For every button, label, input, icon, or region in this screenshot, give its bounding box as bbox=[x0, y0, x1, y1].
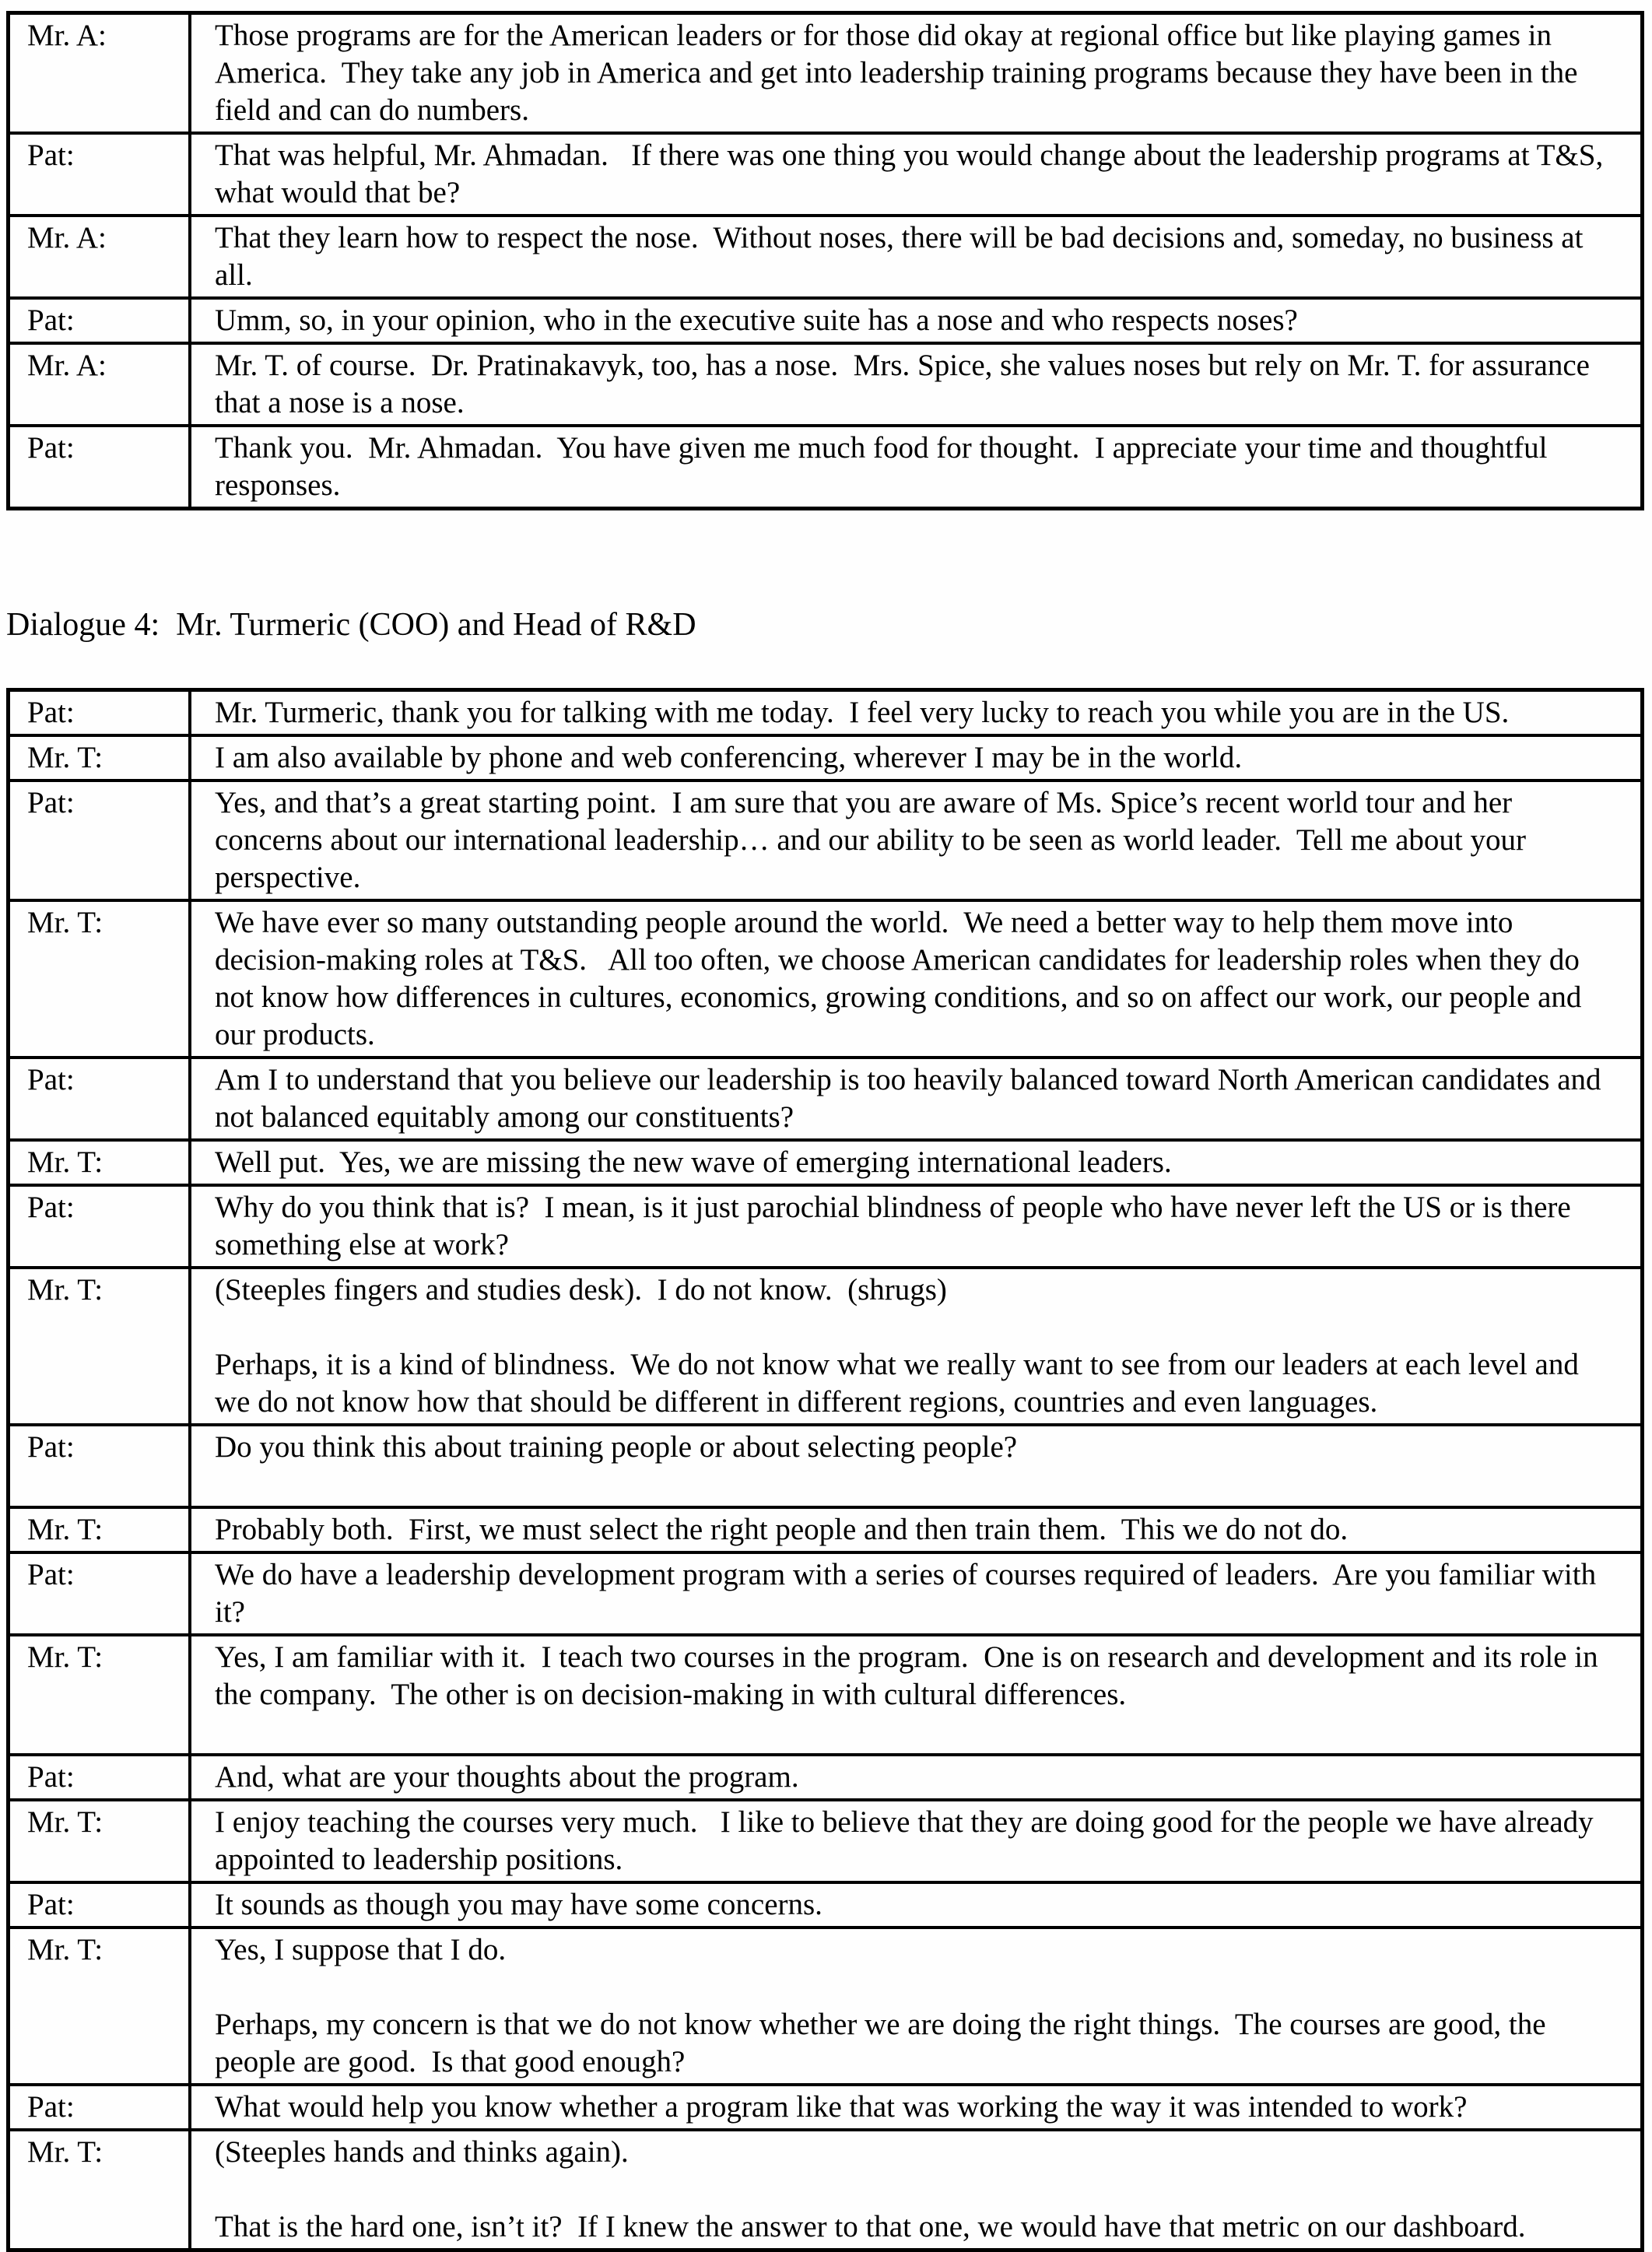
speaker-cell: Mr. T: bbox=[10, 1142, 191, 1184]
speaker-cell: Mr. T: bbox=[10, 1801, 191, 1881]
dialogue-cell bbox=[191, 345, 1640, 424]
dialogue-paragraph: It sounds as though you may have some concerns. bbox=[215, 1888, 822, 1921]
table-row bbox=[10, 1142, 1640, 1187]
dialogue-paragraph: Mr. Turmeric, thank you for talking with me today. I feel very lucky to reach you while you are in the US. bbox=[215, 696, 1510, 729]
table-row bbox=[10, 1509, 1640, 1554]
dialogue-paragraph: Mr. T. of course. Dr. Pratinakavyk, too, has a nose. Mrs. Spice, she values noses but rely on Mr. T. for assurance that a nose is a nose. bbox=[215, 349, 1598, 419]
dialogue-paragraph: Yes, I suppose that I do. bbox=[215, 1933, 507, 1966]
dialogue-cell bbox=[191, 1884, 1640, 1926]
dialogue-cell bbox=[191, 427, 1640, 507]
table-row bbox=[10, 2086, 1640, 2131]
speaker-cell: Pat: bbox=[10, 1187, 191, 1266]
table-row bbox=[10, 427, 1640, 507]
dialogue-cell bbox=[191, 1801, 1640, 1881]
speaker-cell: Mr. T: bbox=[10, 1509, 191, 1551]
dialogue-cell bbox=[191, 1269, 1640, 1423]
speaker-cell: Pat: bbox=[10, 1059, 191, 1138]
speaker-cell: Mr. A: bbox=[10, 345, 191, 424]
dialogue-paragraph bbox=[215, 1309, 1622, 1346]
dialogue-paragraph: Thank you. Mr. Ahmadan. You have given me much food for thought. I appreciate your time and thoughtful responses. bbox=[215, 431, 1556, 502]
table-row bbox=[10, 15, 1640, 135]
dialogue-cell bbox=[191, 217, 1640, 296]
table-row bbox=[10, 1801, 1640, 1884]
dialogue-cell bbox=[191, 15, 1640, 132]
table-row bbox=[10, 1636, 1640, 1756]
speaker-cell: Pat: bbox=[10, 427, 191, 507]
table-row bbox=[10, 345, 1640, 427]
speaker-cell: Pat: bbox=[10, 1756, 191, 1798]
dialogue-cell bbox=[191, 1509, 1640, 1551]
dialogue-paragraph: (Steeples hands and thinks again). bbox=[215, 2135, 629, 2169]
speaker-cell: Mr. A: bbox=[10, 217, 191, 296]
dialogue-paragraph: Am I to understand that you believe our leadership is too heavily balanced toward North American candidates and not balanced equitably among our constituents? bbox=[215, 1063, 1609, 1134]
speaker-cell: Pat: bbox=[10, 2086, 191, 2128]
dialogue-cell bbox=[191, 1756, 1640, 1798]
dialogue-cell bbox=[191, 300, 1640, 342]
speaker-cell: Mr. T: bbox=[10, 737, 191, 779]
dialogue-paragraph: Do you think this about training people or about selecting people? bbox=[215, 1430, 1018, 1464]
dialogue-paragraph: Probably both. First, we must select the right people and then train them. This we do not do. bbox=[215, 1513, 1349, 1546]
dialogue-paragraph: Why do you think that is? I mean, is it just parochial blindness of people who have never left the US or is there something else at work? bbox=[215, 1191, 1579, 1261]
dialogue-paragraph: And, what are your thoughts about the program. bbox=[215, 1760, 799, 1794]
dialogue-cell bbox=[191, 1636, 1640, 1753]
speaker-cell: Mr. A: bbox=[10, 15, 191, 132]
table-row bbox=[10, 1929, 1640, 2086]
dialogue-paragraph bbox=[215, 1466, 1622, 1503]
table-row bbox=[10, 902, 1640, 1059]
dialogue-cell bbox=[191, 135, 1640, 214]
dialogue-cell bbox=[191, 1187, 1640, 1266]
dialogue-paragraph: That they learn how to respect the nose. Without noses, there will be bad decisions and, someday, no business at all. bbox=[215, 221, 1591, 292]
dialogue-cell bbox=[191, 782, 1640, 899]
dialogue-paragraph: That was helpful, Mr. Ahmadan. If there was one thing you would change about the leadership programs at T&S, what would that be? bbox=[215, 139, 1611, 209]
speaker-cell: Pat: bbox=[10, 1554, 191, 1633]
speaker-cell: Pat: bbox=[10, 692, 191, 734]
dialogue-cell bbox=[191, 1059, 1640, 1138]
dialogue-cell bbox=[191, 692, 1640, 734]
dialogue-paragraph: What would help you know whether a program like that was working the way it was intended to work? bbox=[215, 2090, 1468, 2124]
dialogue-cell bbox=[191, 2086, 1640, 2128]
dialogue-paragraph bbox=[215, 1969, 1622, 2006]
table-row bbox=[10, 1426, 1640, 1509]
table-row bbox=[10, 135, 1640, 217]
speaker-cell: Pat: bbox=[10, 300, 191, 342]
dialogue-paragraph: I enjoy teaching the courses very much. I like to believe that they are doing good for the people we have already appointed to leadership positions. bbox=[215, 1805, 1601, 1876]
dialogue-paragraph bbox=[215, 1714, 1622, 1751]
dialogue-cell bbox=[191, 1554, 1640, 1633]
dialogue-cell bbox=[191, 1142, 1640, 1184]
dialogue-paragraph bbox=[215, 2171, 1622, 2208]
table-row bbox=[10, 300, 1640, 345]
table-row bbox=[10, 1269, 1640, 1426]
dialogue-paragraph: Those programs are for the American leaders or for those did okay at regional office but like playing games in America. They take any job in America and get into leadership training programs because they have been in the field and can do numbers. bbox=[215, 19, 1586, 127]
dialogue-paragraph: We have ever so many outstanding people around the world. We need a better way to help them move into decision-making roles at T&S. All too often, we choose American candidates for leadership roles when they do not know how differences in cultures, economics, growing conditions, and so on affect our work, our people and our products. bbox=[215, 906, 1590, 1051]
speaker-cell: Pat: bbox=[10, 1884, 191, 1926]
table-row bbox=[10, 1059, 1640, 1142]
dialogue-4-table bbox=[6, 688, 1644, 2252]
table-row bbox=[10, 1884, 1640, 1929]
dialogue-paragraph: Well put. Yes, we are missing the new wave of emerging international leaders. bbox=[215, 1145, 1172, 1179]
dialogue-heading: Dialogue 4: Mr. Turmeric (COO) and Head of R&D bbox=[6, 607, 696, 643]
speaker-cell: Mr. T: bbox=[10, 902, 191, 1056]
speaker-cell: Pat: bbox=[10, 1426, 191, 1506]
table-row bbox=[10, 1554, 1640, 1636]
speaker-cell: Mr. T: bbox=[10, 1269, 191, 1423]
table-row bbox=[10, 1187, 1640, 1269]
dialogue-cell bbox=[191, 902, 1640, 1056]
speaker-cell: Mr. T: bbox=[10, 1636, 191, 1753]
dialogue-paragraph: That is the hard one, isn’t it? If I knew the answer to that one, we would have that metric on our dashboard. bbox=[215, 2210, 1526, 2243]
dialogue-cell bbox=[191, 2131, 1640, 2248]
speaker-cell: Mr. T: bbox=[10, 1929, 191, 2083]
speaker-cell: Mr. T: bbox=[10, 2131, 191, 2248]
dialogue-paragraph: Perhaps, it is a kind of blindness. We do not know what we really want to see from our leaders at each level and we do not know how that should be different in different regions, countries and even languages. bbox=[215, 1348, 1587, 1419]
table-row bbox=[10, 217, 1640, 300]
table-row bbox=[10, 782, 1640, 902]
dialogue-paragraph: We do have a leadership development program with a series of courses required of leaders. Are you familiar with it? bbox=[215, 1558, 1604, 1629]
dialogue-paragraph: I am also available by phone and web conferencing, wherever I may be in the world. bbox=[215, 741, 1243, 774]
table-row bbox=[10, 1756, 1640, 1801]
dialogue-cell bbox=[191, 1426, 1640, 1506]
table-row bbox=[10, 692, 1640, 737]
dialogue-paragraph: Yes, I am familiar with it. I teach two courses in the program. One is on research and development and its role in the company. The other is on decision-making in with cultural differences. bbox=[215, 1640, 1606, 1711]
dialogue-table-continued bbox=[6, 11, 1644, 510]
dialogue-cell bbox=[191, 737, 1640, 779]
dialogue-paragraph: Perhaps, my concern is that we do not know whether we are doing the right things. The courses are good, the people are good. Is that good enough? bbox=[215, 2008, 1554, 2078]
dialogue-cell bbox=[191, 1929, 1640, 2083]
speaker-cell: Pat: bbox=[10, 135, 191, 214]
dialogue-paragraph: Yes, and that’s a great starting point. I am sure that you are aware of Ms. Spice’s recent world tour and her concerns about our international leadership… and our ability to be seen as world leader. Tell me about your perspective. bbox=[215, 786, 1534, 894]
speaker-cell: Pat: bbox=[10, 782, 191, 899]
dialogue-paragraph: Umm, so, in your opinion, who in the executive suite has a nose and who respects noses? bbox=[215, 303, 1298, 337]
table-row bbox=[10, 737, 1640, 782]
table-row bbox=[10, 2131, 1640, 2248]
dialogue-paragraph: (Steeples fingers and studies desk). I do not know. (shrugs) bbox=[215, 1273, 947, 1307]
